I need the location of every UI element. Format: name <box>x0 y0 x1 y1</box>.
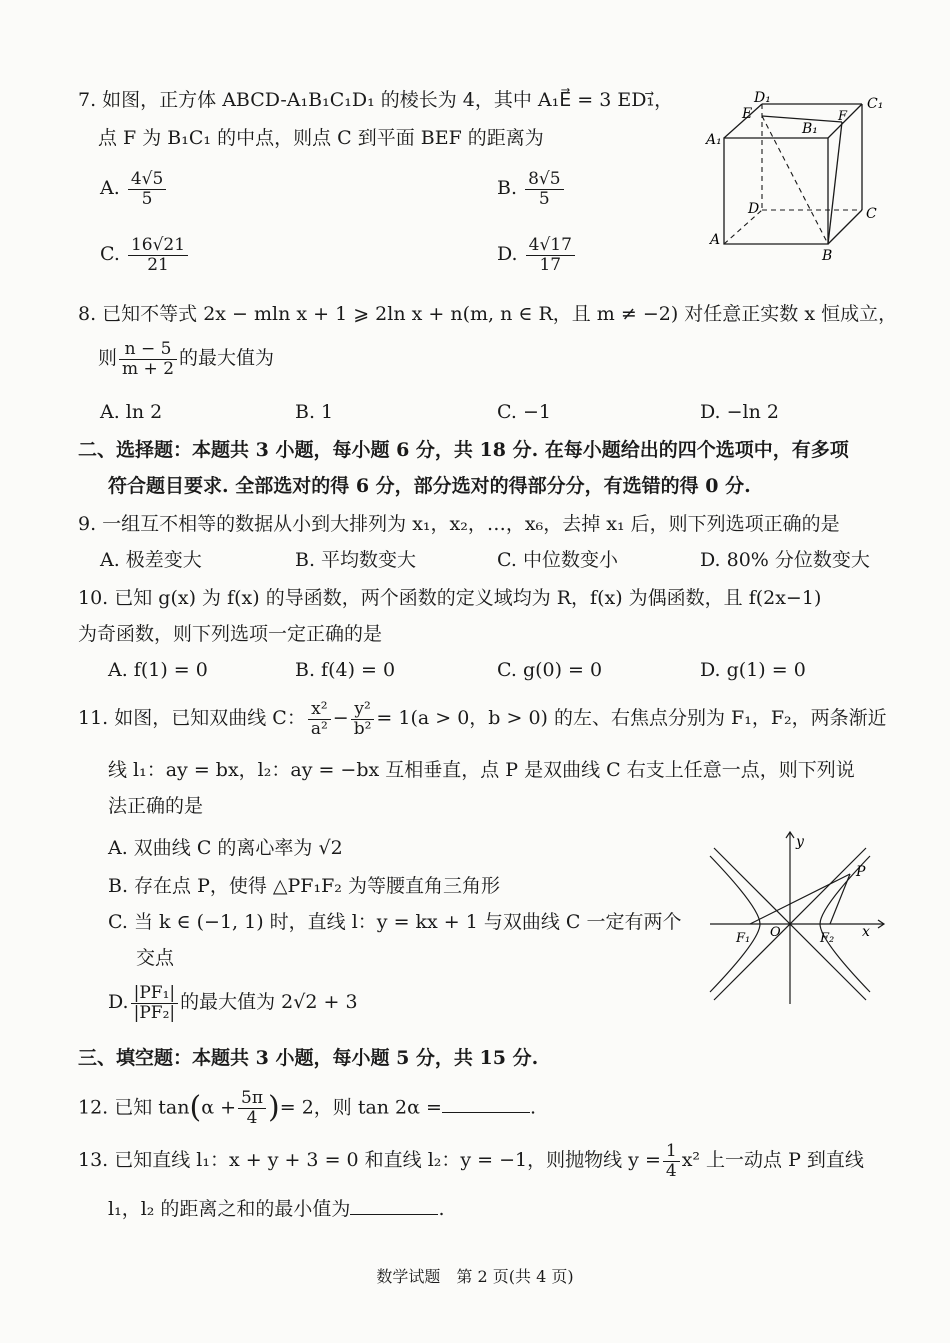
q11-optd-fraction <box>131 984 179 1022</box>
q10-option-d[interactable]: D. g(1) = 0 <box>700 659 806 681</box>
q11-optd-post: 的最大值为 2√2 + 3 <box>180 991 358 1014</box>
frac-num: 4√17 <box>526 236 575 256</box>
frac-den: 5 <box>141 188 153 209</box>
q11-option-c-cont: 交点 <box>136 947 175 969</box>
hyperbola-figure <box>708 828 892 1006</box>
q7-line1: 7. 如图，正方体 ABCD-A₁B₁C₁D₁ 的棱长为 4，其中 A₁E⃗ = 3 ED₁⃗， <box>78 89 674 111</box>
q11-frac-y <box>351 700 375 738</box>
frac-den: 4 <box>246 1107 258 1128</box>
option-label: C. <box>100 243 120 266</box>
q11-line3: 法正确的是 <box>108 795 204 817</box>
frac-den: a² <box>310 718 328 739</box>
frac-den: m + 2 <box>122 358 175 379</box>
q13-post: x² 上一动点 P 到直线 <box>681 1149 864 1172</box>
frac-num: 4√5 <box>128 170 166 190</box>
q13-end: . <box>438 1198 445 1220</box>
q12-end: . <box>529 1096 536 1119</box>
label-b: B <box>822 248 833 262</box>
label-c1: C₁ <box>867 96 884 112</box>
frac-num: x² <box>308 700 331 720</box>
option-fraction <box>525 170 563 208</box>
q8-option-b[interactable]: B. 1 <box>295 401 334 423</box>
label-e: E <box>742 106 753 122</box>
q12-fraction <box>238 1089 266 1127</box>
q10-line1: 10. 已知 g(x) 为 f(x) 的导函数，两个函数的定义域均为 R，f(x) 为偶函数，且 f(2x−1) <box>78 587 822 609</box>
section2-line2: 符合题目要求. 全部选对的得 6 分，部分选对的得部分分，有选错的得 0 分. <box>108 475 751 497</box>
frac-den: 21 <box>147 254 169 275</box>
q11-option-a[interactable]: A. 双曲线 C 的离心率为 √2 <box>108 837 343 859</box>
cube-front-face <box>724 138 828 244</box>
frac-den: 5 <box>538 188 550 209</box>
q11-line1-post: = 1(a > 0，b > 0) 的左、右焦点分别为 F₁，F₂，两条渐近 <box>376 707 887 730</box>
q8-option-d[interactable]: D. −ln 2 <box>700 401 779 423</box>
q13-line2-text: l₁，l₂ 的距离之和的最小值为 <box>108 1198 351 1220</box>
option-label: D. <box>497 243 518 266</box>
frac-den: 4 <box>665 1160 677 1181</box>
q7-option-d[interactable] <box>497 236 577 274</box>
q13-pre: 13. 已知直线 l₁：x + y + 3 = 0 和直线 l₂：y = −1，则抛物线 y = <box>78 1149 661 1172</box>
frac-den: |PF₂| <box>133 1002 176 1023</box>
label-f1: F₁ <box>736 931 751 946</box>
section3-line1: 三、填空题：本题共 3 小题，每小题 5 分，共 15 分. <box>78 1047 539 1069</box>
frac-num: 8√5 <box>525 170 563 190</box>
q7-line2: 点 F 为 B₁C₁ 的中点，则点 C 到平面 BEF 的距离为 <box>98 127 544 149</box>
option-fraction <box>526 236 575 274</box>
q8-line1: 8. 已知不等式 2x − mln x + 1 ⩾ 2ln x + n(m, n ∈ R，且 m ≠ −2) 对任意正实数 x 恒成立， <box>78 303 898 325</box>
frac-num: |PF₁| <box>131 984 179 1004</box>
q12-line <box>78 1088 536 1129</box>
q11-option-b[interactable]: B. 存在点 P，使得 △PF₁F₂ 为等腰直角三角形 <box>108 875 500 897</box>
section2-line1: 二、选择题：本题共 3 小题，每小题 6 分，共 18 分. 在每小题给出的四个选项中，有多项 <box>78 439 849 461</box>
label-a1: A₁ <box>706 132 722 148</box>
q12-alpha: α + <box>201 1096 237 1119</box>
option-fraction <box>128 170 166 208</box>
q11-option-c[interactable]: C. 当 k ∈ (−1, 1) 时，直线 l：y = kx + 1 与双曲线 C 一定有两个 <box>108 911 682 933</box>
q9-option-b[interactable]: B. 平均数变大 <box>295 549 417 571</box>
frac-den: b² <box>353 718 372 739</box>
option-label: D. <box>108 991 129 1014</box>
q10-option-b[interactable]: B. f(4) = 0 <box>295 659 396 681</box>
q9-option-d[interactable]: D. 80% 分位数变大 <box>700 549 870 571</box>
q10-option-c[interactable]: C. g(0) = 0 <box>497 659 603 681</box>
label-c: C <box>866 206 877 222</box>
label-y: y <box>796 834 804 850</box>
q12-answer-blank[interactable] <box>442 1094 530 1113</box>
cube-figure <box>702 86 892 262</box>
frac-num: 1 <box>663 1142 680 1162</box>
label-f2: F₂ <box>820 931 835 946</box>
q7-option-b[interactable] <box>497 170 566 208</box>
label-o: O <box>770 925 781 940</box>
frac-num: y² <box>351 700 375 720</box>
q8-option-c[interactable]: C. −1 <box>497 401 551 423</box>
q10-option-a[interactable]: A. f(1) = 0 <box>108 659 208 681</box>
option-label: A. <box>100 177 120 200</box>
option-fraction <box>128 236 188 274</box>
q11-line1 <box>78 700 887 738</box>
q10-line2: 为奇函数，则下列选项一定正确的是 <box>78 623 383 645</box>
q8-fraction <box>119 340 177 378</box>
frac-den: 17 <box>539 254 562 275</box>
q11-frac-x <box>308 700 331 738</box>
q7-option-c[interactable] <box>100 236 190 274</box>
q11-line1-pre: 11. 如图，已知双曲线 C： <box>78 707 306 730</box>
q12-pre: 12. 已知 tan <box>78 1096 190 1119</box>
q11-line2: 线 l₁：ay = bx，l₂：ay = −bx 互相垂直，点 P 是双曲线 C 右支上任意一点，则下列说 <box>108 759 855 781</box>
frac-num: n − 5 <box>119 340 177 360</box>
label-x: x <box>862 924 870 940</box>
q9-option-a[interactable]: A. 极差变大 <box>100 549 202 571</box>
q8-line2-post: 的最大值为 <box>179 347 275 370</box>
label-d1: D₁ <box>754 90 771 106</box>
q8-line2 <box>98 340 274 378</box>
q9-line1: 9. 一组互不相等的数据从小到大排列为 x₁，x₂，…，x₆，去掉 x₁ 后，则下列选项正确的是 <box>78 513 840 535</box>
q7-option-a[interactable] <box>100 170 168 208</box>
q13-line2 <box>108 1196 444 1223</box>
q13-answer-blank[interactable] <box>350 1196 438 1215</box>
option-label: B. <box>497 177 518 200</box>
page-footer: 数学试题 第 2 页(共 4 页) <box>376 1267 574 1286</box>
label-p: P <box>856 864 866 880</box>
q12-post: = 2，则 tan 2α = <box>279 1096 442 1119</box>
q9-option-c[interactable]: C. 中位数变小 <box>497 549 618 571</box>
frac-num: 16√21 <box>128 236 188 256</box>
label-b1: B₁ <box>802 121 818 137</box>
q8-line2-pre: 则 <box>98 347 118 370</box>
q11-minus: − <box>332 707 349 730</box>
label-a: A <box>710 232 721 248</box>
q8-option-a[interactable]: A. ln 2 <box>100 401 163 423</box>
label-d: D <box>748 201 760 217</box>
frac-num: 5π <box>238 1089 266 1109</box>
q12-paren-right: ) <box>268 1090 280 1125</box>
label-f: F <box>838 109 848 124</box>
q12-paren-left: ( <box>189 1090 202 1125</box>
q11-option-d[interactable] <box>108 984 358 1022</box>
q13-line1 <box>78 1142 864 1180</box>
q13-fraction <box>663 1142 680 1180</box>
